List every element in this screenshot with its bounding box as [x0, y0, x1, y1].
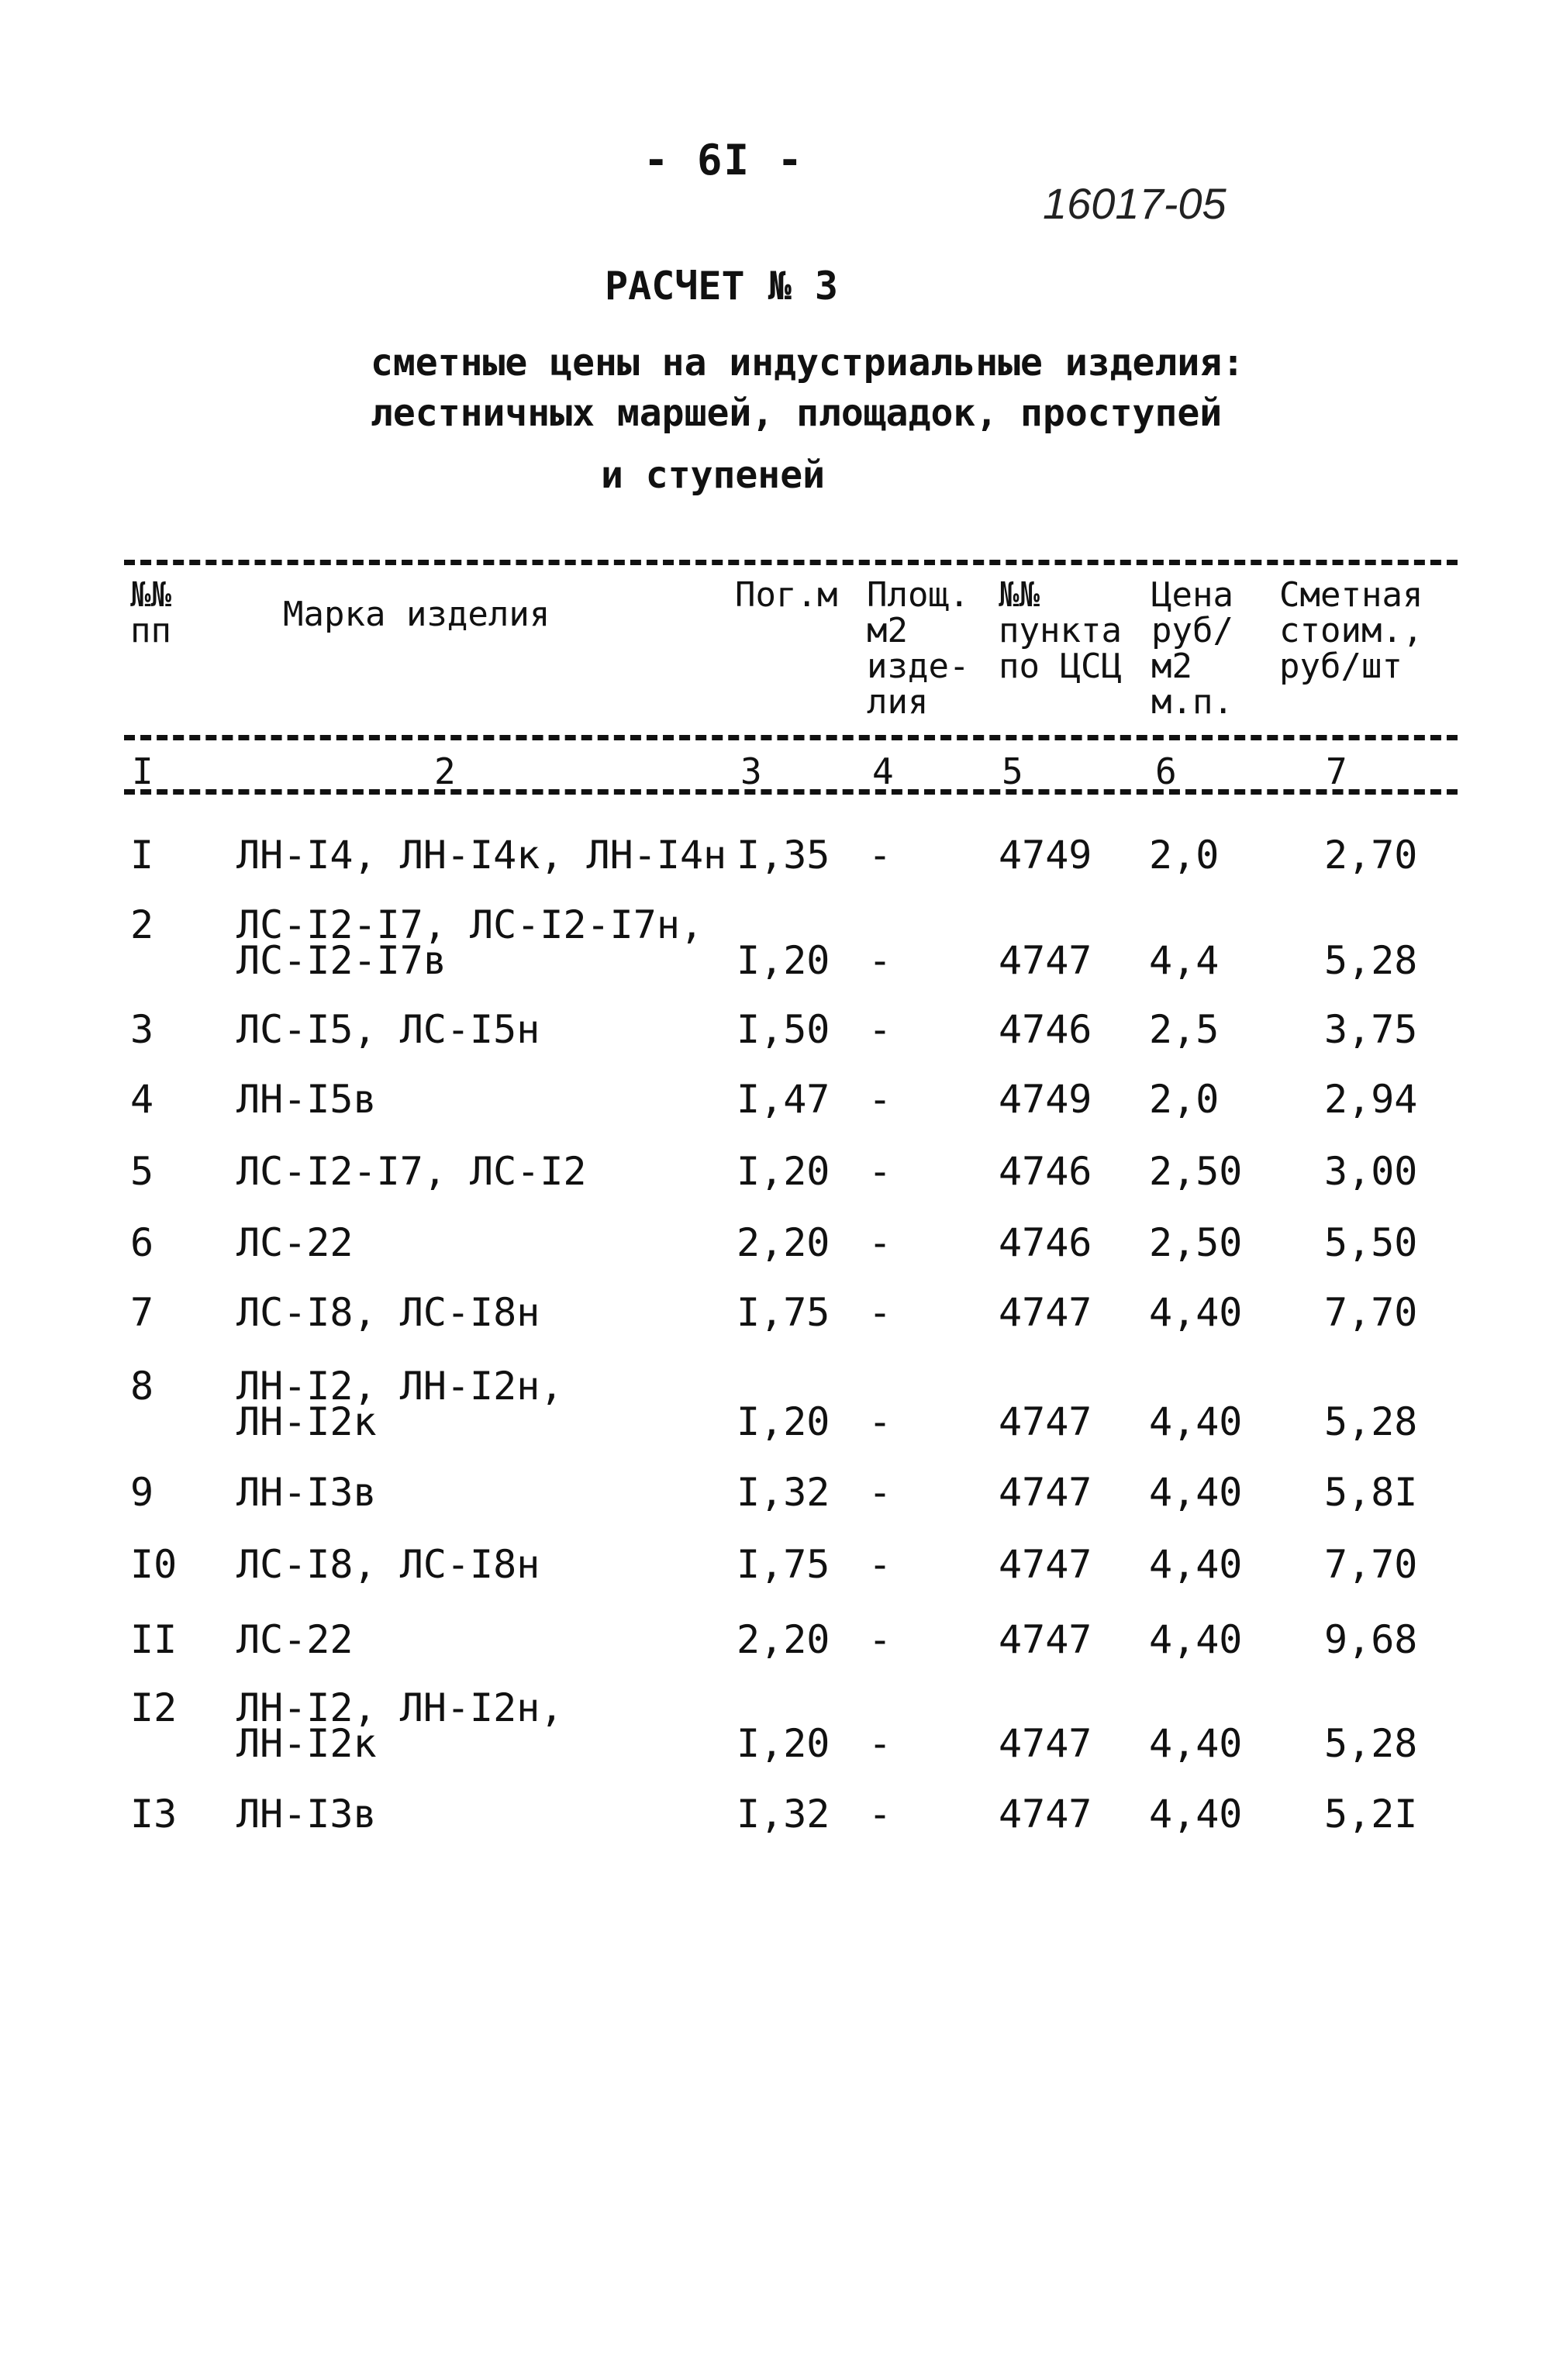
cell-length: I,32	[737, 1792, 830, 1837]
cell-cost: 5,28	[1324, 1399, 1418, 1444]
cell-point: 4746	[999, 1007, 1092, 1052]
cell-price: 4,40	[1149, 1617, 1243, 1662]
header-num: №№ пп	[130, 575, 171, 650]
page-number: - 6I -	[643, 136, 805, 185]
table-row	[0, 833, 1556, 915]
header-mark: Марка изделия	[283, 595, 550, 634]
cell-point: 4747	[999, 1617, 1092, 1662]
calculation-title: РАСЧЕТ № 3	[605, 264, 839, 309]
cell-price: 4,40	[1149, 1721, 1243, 1766]
cell-area: -	[868, 938, 892, 983]
column-number: 6	[1155, 750, 1177, 792]
cell-mark: ЛН-I2, ЛН-I2н, ЛН-I2к	[236, 1685, 564, 1766]
cell-mark: ЛС-I2-I7, ЛС-I2-I7н, ЛС-I2-I7в	[236, 902, 704, 983]
cell-cost: 5,8I	[1324, 1470, 1418, 1515]
cell-length: I,20	[737, 938, 830, 983]
column-number: 4	[872, 750, 894, 792]
table-row	[0, 1792, 1556, 1874]
cell-mark: ЛН-I3в	[236, 1792, 377, 1837]
cell-price: 4,40	[1149, 1470, 1243, 1515]
cell-length: 2,20	[737, 1617, 830, 1662]
cell-price: 4,4	[1149, 938, 1220, 983]
cell-price: 2,50	[1149, 1149, 1243, 1194]
cell-mark: ЛС-I8, ЛС-I8н	[236, 1542, 540, 1587]
subtitle-line-1: сметные цены на индустриальные изделия:	[371, 341, 1245, 385]
cell-cost: 3,75	[1324, 1007, 1418, 1052]
cell-point: 4746	[999, 1220, 1092, 1265]
column-number-rule	[124, 789, 1458, 795]
cell-area: -	[868, 1077, 892, 1122]
cell-cost: 5,2I	[1324, 1792, 1418, 1837]
table-row	[0, 902, 1556, 985]
table-row	[0, 1290, 1556, 1372]
cell-num: 2	[130, 902, 154, 947]
cell-mark: ЛС-22	[236, 1617, 354, 1662]
cell-mark: ЛН-I4, ЛН-I4к, ЛН-I4н	[236, 833, 727, 878]
cell-num: 9	[130, 1470, 154, 1515]
cell-num: 4	[130, 1077, 154, 1122]
cell-length: I,35	[737, 833, 830, 878]
cell-length: I,20	[737, 1399, 830, 1444]
cell-cost: 5,28	[1324, 1721, 1418, 1766]
table-row	[0, 1364, 1556, 1446]
column-number: 3	[740, 750, 762, 792]
cell-num: 8	[130, 1364, 154, 1409]
cell-num: II	[130, 1617, 178, 1662]
cell-area: -	[868, 1542, 892, 1587]
header-price: Цена руб/ м2 м.п.	[1151, 575, 1233, 722]
subtitle-line-2: лестничных маршей, площадок, проступей	[371, 391, 1223, 435]
cell-length: I,75	[737, 1542, 830, 1587]
column-number: 5	[1002, 750, 1023, 792]
cell-length: I,75	[737, 1290, 830, 1335]
cell-num: I2	[130, 1685, 178, 1730]
cell-area: -	[868, 1792, 892, 1837]
cell-area: -	[868, 1721, 892, 1766]
header-point: №№ пункта по ЦСЦ	[999, 575, 1122, 686]
cell-mark: ЛС-I2-I7, ЛС-I2	[236, 1149, 587, 1194]
column-number: 7	[1326, 750, 1347, 792]
cell-mark: ЛС-I5, ЛС-I5н	[236, 1007, 540, 1052]
cell-num: I0	[130, 1542, 178, 1587]
cell-point: 4747	[999, 938, 1092, 983]
cell-mark: ЛН-I3в	[236, 1470, 377, 1515]
cell-num: I	[130, 833, 154, 878]
cell-cost: 2,70	[1324, 833, 1418, 878]
cell-num: 7	[130, 1290, 154, 1335]
cell-cost: 5,50	[1324, 1220, 1418, 1265]
cell-num: 6	[130, 1220, 154, 1265]
cell-point: 4746	[999, 1149, 1092, 1194]
table-row	[0, 1542, 1556, 1624]
cell-cost: 9,68	[1324, 1617, 1418, 1662]
cell-cost: 3,00	[1324, 1149, 1418, 1194]
subtitle-line-3: и ступеней	[601, 454, 825, 497]
cell-num: 5	[130, 1149, 154, 1194]
cell-price: 4,40	[1149, 1399, 1243, 1444]
cell-length: 2,20	[737, 1220, 830, 1265]
cell-cost: 7,70	[1324, 1542, 1418, 1587]
cell-length: I,20	[737, 1149, 830, 1194]
cell-area: -	[868, 1220, 892, 1265]
cell-length: I,50	[737, 1007, 830, 1052]
table-row	[0, 1617, 1556, 1699]
cell-length: I,32	[737, 1470, 830, 1515]
header-area: Площ. м2 изде- лия	[867, 575, 970, 722]
cell-point: 4747	[999, 1470, 1092, 1515]
cell-cost: 2,94	[1324, 1077, 1418, 1122]
table-row	[0, 1470, 1556, 1552]
cell-price: 4,40	[1149, 1542, 1243, 1587]
header-bottom-rule	[124, 735, 1458, 740]
cell-cost: 7,70	[1324, 1290, 1418, 1335]
cell-area: -	[868, 1470, 892, 1515]
cell-num: 3	[130, 1007, 154, 1052]
cell-length: I,20	[737, 1721, 830, 1766]
cell-price: 2,5	[1149, 1007, 1220, 1052]
cell-area: -	[868, 1007, 892, 1052]
cell-num: I3	[130, 1792, 178, 1837]
cell-area: -	[868, 1399, 892, 1444]
cell-point: 4749	[999, 1077, 1092, 1122]
header-length: Пог.м	[735, 575, 838, 615]
cell-point: 4747	[999, 1721, 1092, 1766]
cell-point: 4747	[999, 1542, 1092, 1587]
table-top-rule	[124, 560, 1458, 565]
header-cost: Сметная стоим., руб/шт	[1279, 575, 1423, 686]
cell-length: I,47	[737, 1077, 830, 1122]
column-number: I	[132, 750, 154, 792]
cell-point: 4747	[999, 1792, 1092, 1837]
cell-price: 2,0	[1149, 1077, 1220, 1122]
table-row	[0, 1077, 1556, 1159]
cell-price: 4,40	[1149, 1792, 1243, 1837]
cell-area: -	[868, 833, 892, 878]
table-row	[0, 1685, 1556, 1768]
cell-area: -	[868, 1149, 892, 1194]
document-code: 16017-05	[1043, 179, 1227, 228]
cell-price: 2,50	[1149, 1220, 1243, 1265]
cell-mark: ЛН-I5в	[236, 1077, 377, 1122]
cell-area: -	[868, 1290, 892, 1335]
table-row	[0, 1149, 1556, 1231]
cell-area: -	[868, 1617, 892, 1662]
cell-cost: 5,28	[1324, 938, 1418, 983]
cell-price: 2,0	[1149, 833, 1220, 878]
cell-mark: ЛС-22	[236, 1220, 354, 1265]
cell-point: 4747	[999, 1290, 1092, 1335]
cell-price: 4,40	[1149, 1290, 1243, 1335]
cell-point: 4747	[999, 1399, 1092, 1444]
cell-mark: ЛС-I8, ЛС-I8н	[236, 1290, 540, 1335]
column-number: 2	[434, 750, 456, 792]
cell-mark: ЛН-I2, ЛН-I2н, ЛН-I2к	[236, 1364, 564, 1444]
cell-point: 4749	[999, 833, 1092, 878]
